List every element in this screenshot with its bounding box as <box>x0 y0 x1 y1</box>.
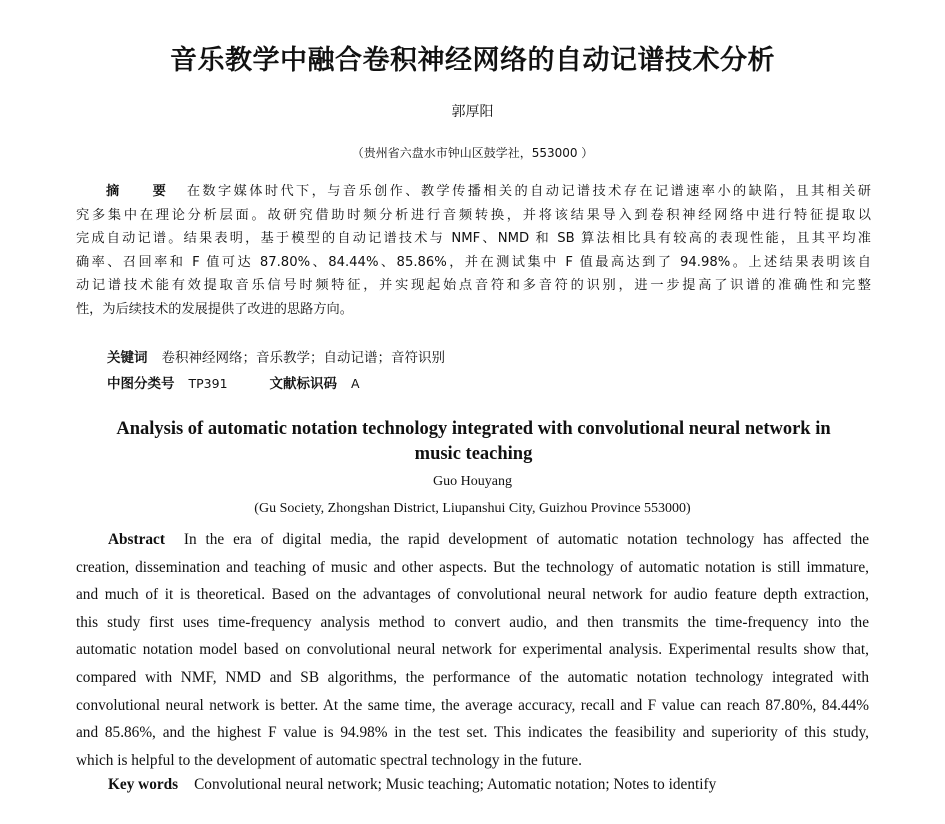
english-title-line: music teaching <box>414 444 533 464</box>
english-abstract-line: this study first uses time-frequency analysis method to convert audio, and then transmits the time-frequency into the <box>76 613 869 631</box>
chinese-author: 郭厚阳 <box>451 104 494 120</box>
english-abstract-line: automatic notation model based on convolutional neural network for experimental analysis. Experimental results show that, <box>76 641 869 659</box>
english-keywords-value: Convolutional neural network; Music teaching; Automatic notation; Notes to identify <box>194 776 717 793</box>
document-code-value: A <box>351 376 360 391</box>
english-abstract-line: which is helpful to the development of automatic spectral technology in the future. <box>76 751 582 769</box>
chinese-abstract-line <box>76 180 871 204</box>
english-abstract-line: compared with NMF, NMD and SB algorithms, the performance of the automatic notation technology integrated with <box>76 668 869 686</box>
chinese-abstract-line: 确率、召回率和 F 值可达 87.80%、84.44%、85.86%，并在测试集中 F 值最高达到了 94.98%。上述结果表明该自 <box>76 254 871 270</box>
chinese-abstract-label: 摘 要 <box>106 184 181 199</box>
document-code-label: 文献标识码 <box>269 376 338 392</box>
chinese-abstract <box>76 180 871 321</box>
abstract-text: In the era of digital media, the rapid development of automatic notation technology has affected the <box>183 531 870 548</box>
chinese-abstract-line: 究多集中在理论分析层面。故研究借助时频分析进行音频转换，并将该结果导入到卷积神经网络中进行特征提取以 <box>76 207 871 223</box>
english-title-line: Analysis of automatic notation technology integrated with convolutional neural network in <box>116 419 831 439</box>
clc-value: TP391 <box>188 376 228 391</box>
chinese-affiliation: （贵州省六盘水市钟山区鼓学社，553000 ） <box>351 146 594 160</box>
english-abstract-label: Abstract <box>108 531 165 548</box>
abstract-text: 在数字媒体时代下，与音乐创作、教学传播相关的自动记谱技术存在记谱速率小的缺陷，且其相关研 <box>186 184 871 199</box>
chinese-keywords-value: 卷积神经网络；音乐教学；自动记谱；音符识别 <box>161 350 445 366</box>
english-abstract-line: and 85.86%, and the highest F value is 94.98% in the test set. This indicates the feasibility and superiority of this study, <box>76 724 869 742</box>
clc-label: 中图分类号 <box>107 376 175 392</box>
english-keywords <box>108 776 716 794</box>
english-abstract-line: convolutional neural network is better. At the same time, the average accuracy, recall and F value can reach 87.80%, 84.44% <box>76 696 869 714</box>
chinese-title: 音乐教学中融合卷积神经网络的自动记谱技术分析 <box>170 45 775 76</box>
chinese-keywords-label: 关键词 <box>107 350 148 366</box>
english-abstract <box>76 526 869 774</box>
english-abstract-line <box>76 526 869 554</box>
english-affiliation: (Gu Society, Zhongshan District, Liupanshui City, Guizhou Province 553000) <box>254 501 691 516</box>
english-keywords-label: Key words <box>108 776 179 793</box>
classification-row <box>107 372 360 392</box>
chinese-keywords <box>107 346 445 366</box>
chinese-abstract-line: 完成自动记谱。结果表明，基于模型的自动记谱技术与 NMF、NMD 和 SB 算法相比具有较高的表现性能，且其平均准 <box>76 231 871 246</box>
english-abstract-line: and much of it is theoretical. Based on the advantages of convolutional neural network for audio feature depth extraction, <box>76 586 869 604</box>
english-author: Guo Houyang <box>433 474 512 489</box>
english-title <box>76 417 871 467</box>
chinese-abstract-line: 动记谱技术能有效提取音乐信号时频特征，并实现起始点音符和多音符的识别，进一步提高了识谱的准确性和完整 <box>76 278 871 293</box>
chinese-abstract-line: 性，为后续技术的发展提供了改进的思路方向。 <box>76 301 353 317</box>
english-abstract-line: creation, dissemination and teaching of music and other aspects. But the technology of automatic notation is still immature, <box>76 558 869 576</box>
